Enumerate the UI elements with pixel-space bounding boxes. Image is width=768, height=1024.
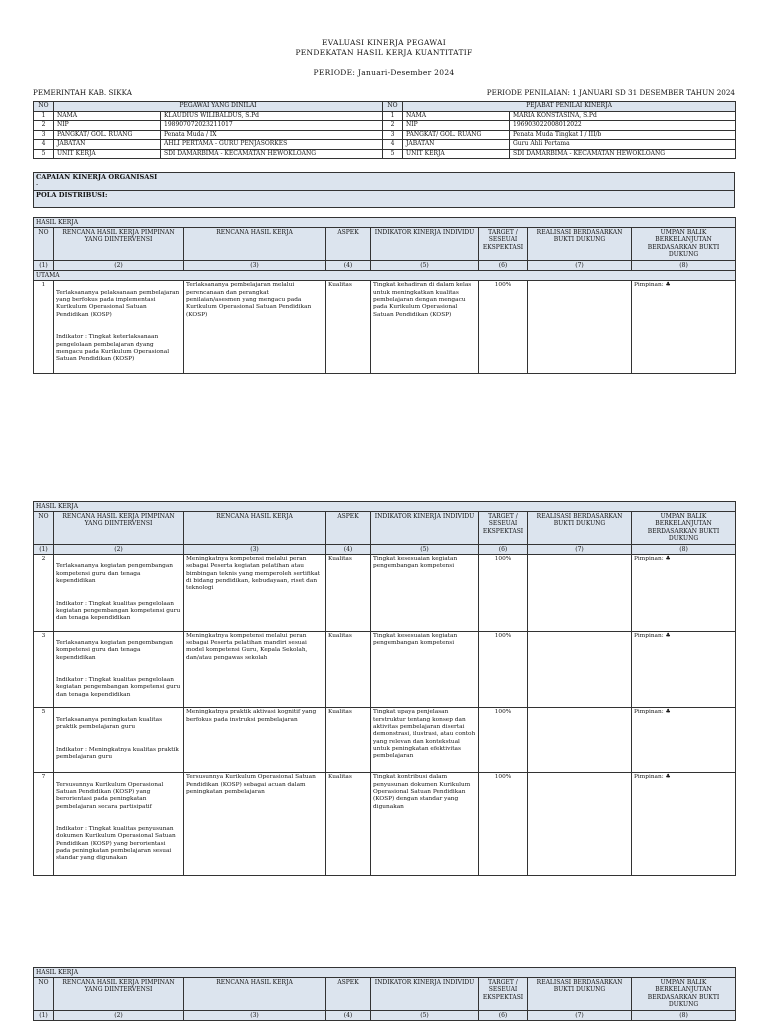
col-num: (3) [184, 260, 326, 270]
row-label-right: NAMA [403, 111, 510, 121]
row-target: 100% [479, 555, 528, 632]
row-aspek: Kualitas [326, 281, 371, 374]
col-indikator: INDIKATOR KINERJA INDIVIDU [371, 512, 479, 545]
row-rencana: Meningkatnya kompetensi melalui peran sebagai Peserta pelatihan mandiri sesuai model kompetensi Guru, Kepala Sekolah, dan/atau pengawas sekolah [184, 631, 326, 708]
row-right-value: 196903022008012022 [510, 121, 736, 131]
col-no: NO [34, 228, 54, 261]
col-rencana: RENCANA HASIL KERJA [184, 512, 326, 545]
col-num: (6) [479, 1010, 528, 1020]
row-umpan-balik[interactable]: Pimpinan: ♣ [632, 708, 736, 773]
row-no-right: 1 [383, 111, 403, 121]
row-pimpinan [54, 631, 184, 708]
row-target: 100% [479, 631, 528, 708]
row-no-right: 4 [383, 140, 403, 150]
pimpinan-text: Terlaksananya peningkatan kualitas praktik pembelajaran guru [56, 716, 163, 730]
col-realisasi: REALISASI BERDASARKAN BUKTI DUKUNG [528, 228, 632, 261]
capaian-value: - [36, 180, 39, 189]
col-rencana-pimpinan: RENCANA HASIL KERJA PIMPINAN YANG DIINTERVENSI [54, 228, 184, 261]
row-pimpinan [54, 555, 184, 632]
col-num: (7) [528, 544, 632, 554]
row-label: UNIT KERJA [54, 149, 161, 159]
pejabat-penilai-header: PEJABAT PENILAI KINERJA [403, 102, 736, 112]
row-no: 2 [34, 121, 54, 131]
row-realisasi[interactable] [528, 281, 632, 374]
table-row [34, 773, 736, 876]
col-num: (2) [54, 1010, 184, 1020]
col-rencana-pimpinan: RENCANA HASIL KERJA PIMPINAN YANG DIINTERVENSI [54, 512, 184, 545]
people-no-header: NO [34, 102, 54, 112]
instansi-label: PEMERINTAH KAB. SIKKA [33, 88, 132, 97]
pimpinan-indikator: Indikator : Tingkat kualitas pengelolaan kegiatan pengembangan kompetensi guru dan tenaga kependidikan [56, 600, 181, 622]
pimpinan-indikator: Indikator : Tingkat kualitas penyusunan dokumen Kurikulum Operasional Satuan Pendidikan (KOSP) yang berorientasi pada peningkatan pembelajaran sesuai standar yang digunakan [56, 826, 176, 862]
col-rencana-pimpinan: RENCANA HASIL KERJA PIMPINAN YANG DIINTERVENSI [54, 978, 184, 1011]
pegawai-dinilai-header: PEGAWAI YANG DINILAI [54, 102, 383, 112]
row-realisasi[interactable] [528, 555, 632, 632]
row-no-right: 3 [383, 130, 403, 140]
row-indikator: Tingkat upaya penjelasan terstruktur tentang konsep dan aktivitas pembelajaran disertai demonstrasi, ilustrasi, atau contoh yang relevan dan kontekstual untuk peningkatan efektivitas pembelajaran [371, 708, 479, 773]
row-umpan-balik[interactable]: Pimpinan: ♣ [632, 281, 736, 374]
col-num: (6) [479, 260, 528, 270]
row-right-value: SDI DAMARBIMA - KECAMATAN HEWOKLOANG [510, 149, 736, 159]
col-num: (5) [371, 544, 479, 554]
col-num: (5) [371, 260, 479, 270]
row-no: 5 [34, 708, 54, 773]
pimpinan-indikator: Indikator : Meningkatnya kualitas praktik pembelajaran guru [56, 746, 179, 760]
col-num: (4) [326, 1010, 371, 1020]
people-row [34, 149, 736, 159]
col-umpan-balik: UMPAN BALIK BERKELANJUTAN BERDASARKAN BUKTI DUKUNG [632, 228, 736, 261]
pimpinan-text: Tersusunnya Kurikulum Operasional Satuan Pendidikan (KOSP) yang berorientasi pada peningkatan pembelajaran secara partisipatif [56, 781, 164, 810]
row-right-value: MARIA KONSTASINA, S.Pd [510, 111, 736, 121]
pimpinan-text: Terlaksananya kegiatan pengembangan kompetensi guru dan tenaga kependidikan [56, 563, 174, 584]
col-num: (2) [54, 544, 184, 554]
table-row [34, 708, 736, 773]
row-left-value: 198907072023211017 [161, 121, 383, 131]
row-left-value: Penata Muda / IX [161, 130, 383, 140]
pimpinan-text: Terlaksananya kegiatan pengembangan kompetensi guru dan tenaga kependidikan [56, 640, 174, 661]
periode-penilaian-label: PERIODE PENILAIAN: 1 JANUARI SD 31 DESEMBER TAHUN 2024 [486, 88, 735, 97]
col-target: TARGET / SESEUAI EKSPEKTASI [479, 978, 528, 1011]
org-performance-table [33, 172, 735, 208]
row-pimpinan [54, 281, 184, 374]
col-aspek: ASPEK [326, 228, 371, 261]
col-indikator: INDIKATOR KINERJA INDIVIDU [371, 978, 479, 1011]
title-line-1: EVALUASI KINERJA PEGAWAI [322, 38, 446, 47]
row-right-value: Penata Muda Tingkat I / III/b [510, 130, 736, 140]
col-num: (2) [54, 260, 184, 270]
col-rencana: RENCANA HASIL KERJA [184, 978, 326, 1011]
table-row [34, 631, 736, 708]
row-no: 4 [34, 140, 54, 150]
section-label: HASIL KERJA [34, 502, 736, 512]
row-target: 100% [479, 281, 528, 374]
row-umpan-balik[interactable]: Pimpinan: ♣ [632, 773, 736, 876]
row-rencana: Tersusunnya Kurikulum Operasional Satuan Pendidikan (KOSP) sebagai acuan dalam peningkatan pembelajaran [184, 773, 326, 876]
pimpinan-indikator: Indikator : Tingkat keterlaksanaan pengelolaan pembelajaran dyang mengacu pada Kurikulum Operasional Satuan Pendidikan (KOSP) [56, 334, 170, 363]
row-label: PANGKAT/ GOL. RUANG [54, 130, 161, 140]
meta-line [33, 88, 735, 97]
col-num: (8) [632, 1010, 736, 1020]
row-realisasi[interactable] [528, 708, 632, 773]
row-label: NIP [54, 121, 161, 131]
hasil-kerja-table-3 [33, 967, 736, 1021]
row-aspek: Kualitas [326, 773, 371, 876]
row-umpan-balik[interactable]: Pimpinan: ♣ [632, 631, 736, 708]
col-num: (3) [184, 1010, 326, 1020]
row-no-right: 2 [383, 121, 403, 131]
pola-distribusi-label: POLA DISTRIBUSI: [34, 191, 735, 208]
row-label-right: UNIT KERJA [403, 149, 510, 159]
people-row [34, 140, 736, 150]
people-row [34, 111, 736, 121]
col-no: NO [34, 978, 54, 1011]
row-indikator: Tingkat kontribusi dalam penyusunan dokumen Kurikulum Operasional Satuan Pendidikan (KOSP) dengan standar yang digunakan [371, 773, 479, 876]
row-realisasi[interactable] [528, 631, 632, 708]
col-num: (4) [326, 544, 371, 554]
row-no: 3 [34, 130, 54, 140]
row-rencana: Meningkatnya praktik aktivasi kognitif yang berfokus pada instruksi pembelajaran [184, 708, 326, 773]
row-rencana: Terlaksananya pembelajaran melalui perencanaan dan perangkat penilaian/asesmen yang mengacu pada Kurikulum Operasional Satuan Pendidikan (KOSP) [184, 281, 326, 374]
col-umpan-balik: UMPAN BALIK BERKELANJUTAN BERDASARKAN BUKTI DUKUNG [632, 512, 736, 545]
col-num: (7) [528, 1010, 632, 1020]
row-left-value: SDI DAMARBIMA - KECAMATAN HEWOKLOANG [161, 149, 383, 159]
row-umpan-balik[interactable]: Pimpinan: ♣ [632, 555, 736, 632]
row-right-value: Guru Ahli Pertama [510, 140, 736, 150]
col-rencana: RENCANA HASIL KERJA [184, 228, 326, 261]
document-title [33, 38, 735, 57]
row-no: 3 [34, 631, 54, 708]
row-aspek: Kualitas [326, 631, 371, 708]
row-left-value: KLAUDIUS WILIBALDUS, S.Pd [161, 111, 383, 121]
row-label: NAMA [54, 111, 161, 121]
col-no: NO [34, 512, 54, 545]
col-aspek: ASPEK [326, 512, 371, 545]
row-indikator: Tingkat kesesuaian kegiatan pengembangan kompetensi [371, 555, 479, 632]
row-realisasi[interactable] [528, 773, 632, 876]
people-table [33, 101, 736, 159]
table-row [34, 281, 736, 374]
col-realisasi: REALISASI BERDASARKAN BUKTI DUKUNG [528, 978, 632, 1011]
col-num: (6) [479, 544, 528, 554]
row-aspek: Kualitas [326, 708, 371, 773]
hasil-kerja-table-1 [33, 217, 736, 374]
row-aspek: Kualitas [326, 555, 371, 632]
row-pimpinan [54, 773, 184, 876]
utama-label: UTAMA [34, 271, 736, 281]
row-no-right: 5 [383, 149, 403, 159]
title-line-2: PENDEKATAN HASIL KERJA KUANTITATIF [295, 47, 473, 57]
people-row [34, 130, 736, 140]
row-target: 100% [479, 773, 528, 876]
col-num: (1) [34, 260, 54, 270]
row-label-right: NIP [403, 121, 510, 131]
row-label: JABATAN [54, 140, 161, 150]
col-num: (1) [34, 544, 54, 554]
col-num: (1) [34, 1010, 54, 1020]
row-rencana: Meningkatnya kompetensi melalui peran sebagai Peserta kegiatan pelatihan atau bimbingan teknis yang memperoleh sertifikat di bidang pendidikan, kebudayaan, riset dan teknologi [184, 555, 326, 632]
col-aspek: ASPEK [326, 978, 371, 1011]
row-left-value: AHLI PERTAMA - GURU PENJASORKES [161, 140, 383, 150]
section-label: HASIL KERJA [34, 968, 736, 978]
row-pimpinan [54, 708, 184, 773]
col-num: (3) [184, 544, 326, 554]
pimpinan-text: Terlaksananya pelaksanaan pembelajaran yang berfokus pada implementasi Kurikulum Operasional Satuan Pendidikan (KOSP) [56, 289, 180, 318]
col-num: (8) [632, 544, 736, 554]
row-no: 1 [34, 281, 54, 374]
col-num: (5) [371, 1010, 479, 1020]
pimpinan-indikator: Indikator : Tingkat kualitas pengelolaan kegiatan pengembangan kompetensi guru dan tenaga kependidikan [56, 677, 181, 698]
people-no-header-right: NO [383, 102, 403, 112]
people-row [34, 121, 736, 131]
col-target: TARGET / SESEUAI EKSPEKTASI [479, 228, 528, 261]
row-target: 100% [479, 708, 528, 773]
table-row [34, 555, 736, 632]
col-num: (4) [326, 260, 371, 270]
row-indikator: Tingkat kehadiran di dalam kelas untuk meningkatkan kualitas pembelajaran dengan mengacu pada Kurikulum Operasional Satuan Pendidikan (KOSP) [371, 281, 479, 374]
col-indikator: INDIKATOR KINERJA INDIVIDU [371, 228, 479, 261]
col-realisasi: REALISASI BERDASARKAN BUKTI DUKUNG [528, 512, 632, 545]
col-num: (8) [632, 260, 736, 270]
row-no: 2 [34, 555, 54, 632]
capaian-label: CAPAIAN KINERJA ORGANISASI [36, 173, 158, 181]
row-indikator: Tingkat kesesuaian kegiatan pengembangan kompetensi [371, 631, 479, 708]
row-label-right: PANGKAT/ GOL. RUANG [403, 130, 510, 140]
hasil-kerja-table-2 [33, 501, 736, 876]
period-title: PERIODE: Januari-Desember 2024 [313, 68, 455, 77]
col-num: (7) [528, 260, 632, 270]
row-no: 7 [34, 773, 54, 876]
col-target: TARGET / SESEUAI EKSPEKTASI [479, 512, 528, 545]
col-umpan-balik: UMPAN BALIK BERKELANJUTAN BERDASARKAN BUKTI DUKUNG [632, 978, 736, 1011]
row-no: 5 [34, 149, 54, 159]
row-no: 1 [34, 111, 54, 121]
section-label: HASIL KERJA [34, 218, 736, 228]
row-label-right: JABATAN [403, 140, 510, 150]
